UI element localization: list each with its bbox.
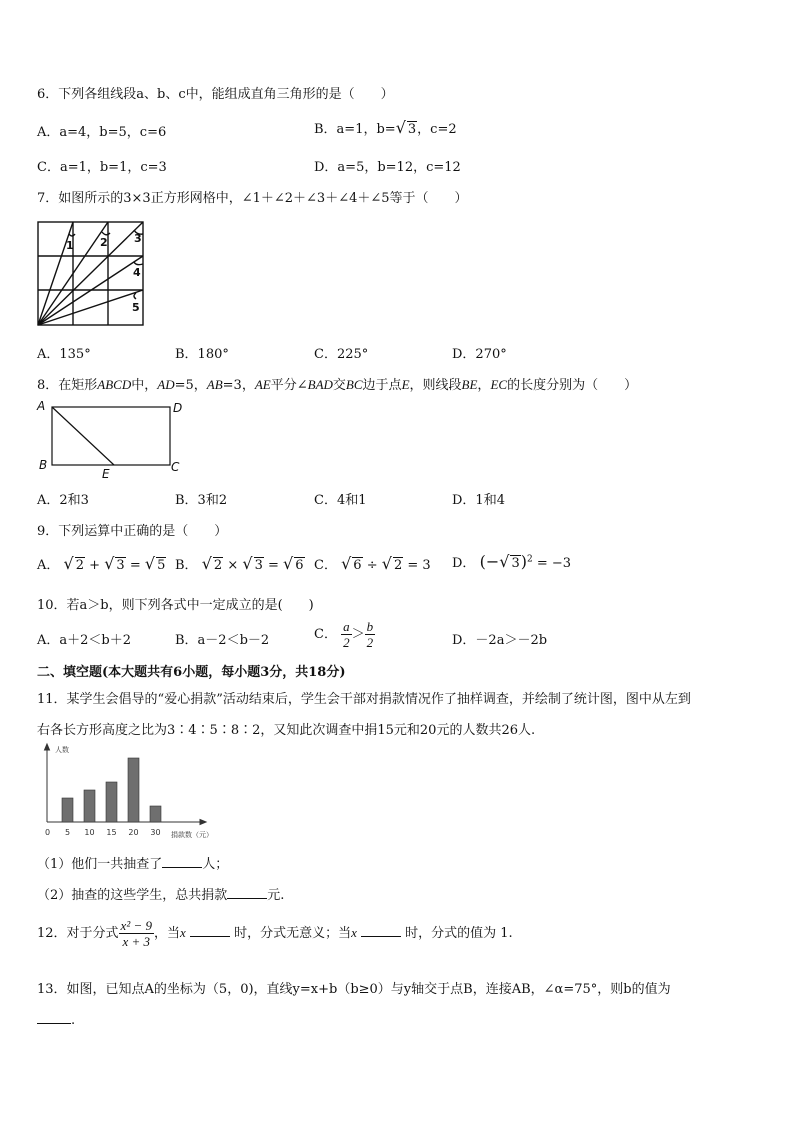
q11-sub2 — [37, 884, 284, 903]
q8-var: BE — [461, 377, 478, 392]
q6-option-b-pre: B．a=1，b= — [314, 122, 396, 137]
answer-blank-5[interactable] — [37, 1011, 71, 1024]
q11-sub1 — [37, 853, 228, 872]
x-tick-label-5: 5 — [64, 828, 71, 837]
q10-stem: 10．若a＞b，则下列各式中一定成立的是( ) — [37, 598, 314, 613]
q8-text: =3， — [222, 378, 255, 393]
x-tick-label-30: 30 — [150, 828, 161, 837]
operator: = — [268, 558, 279, 573]
q8-text: 8．在矩形 — [37, 378, 98, 393]
q8-text: 平分∠ — [270, 378, 308, 393]
radicand: 3 — [254, 558, 263, 573]
chart-xlabel: 捐款数（元） — [171, 831, 213, 839]
radical-sign: √ — [242, 554, 253, 573]
q8-option-b: B．3和2 — [175, 493, 228, 508]
chart-ylabel: 人数 — [55, 746, 69, 754]
numerator: a — [343, 619, 350, 634]
denominator: 2 — [366, 635, 374, 650]
bar-15 — [106, 782, 117, 822]
q8-option-d: D．1和4 — [452, 493, 505, 508]
radicand: 6 — [295, 558, 304, 573]
q8-var: BC — [345, 377, 363, 392]
q7-stem: 7．如图所示的3×3正方形网格中，∠1＋∠2＋∠3＋∠4＋∠5等于（ ） — [37, 191, 468, 206]
operator: ＞ — [351, 627, 365, 642]
q8-var: AD — [157, 377, 175, 392]
ray-3 — [38, 222, 143, 325]
q12-text: 时，分式的值为 1. — [405, 926, 513, 941]
x-tick-label-15: 15 — [106, 828, 117, 837]
x-axis-arrow-icon — [200, 820, 206, 825]
fraction-b-over-2 — [365, 619, 376, 650]
point-label-a: A — [37, 399, 46, 413]
option-label: D． — [452, 556, 476, 571]
rectangle-abcd — [52, 407, 170, 465]
q12-line — [37, 918, 513, 949]
q6-option-b-post: ，c=2 — [417, 122, 457, 137]
q12-text: ，当 — [154, 926, 181, 941]
q7-option-a: A．135° — [37, 347, 91, 362]
radicand: 2 — [75, 558, 85, 573]
q12-var: x — [351, 925, 357, 940]
x-tick-label-20: 20 — [128, 828, 139, 837]
q8-var: AE — [254, 377, 271, 392]
q8-text: 的长度分别为（ ） — [507, 378, 638, 393]
donation-bar-chart — [36, 742, 236, 842]
q10-option-c — [314, 619, 375, 650]
chart-origin-label: 0 — [45, 828, 51, 837]
point-label-d: D — [173, 401, 183, 415]
answer-blank-4[interactable] — [361, 924, 401, 937]
q11-sub1-suffix: 人； — [202, 857, 229, 872]
ray-5 — [38, 290, 143, 325]
operator: + — [89, 558, 101, 573]
q8-option-c: C．4和1 — [314, 493, 367, 508]
q8-var: ABCD — [97, 377, 132, 392]
angle-arc-1 — [69, 234, 75, 236]
operator: = — [129, 558, 141, 573]
radicand: 5 — [157, 558, 166, 573]
radical-sign: √ — [499, 552, 510, 571]
q12-var: x — [180, 925, 186, 940]
q6-stem: 6．下列各组线段a、b、c中，能组成直角三角形的是（ ） — [37, 87, 394, 102]
point-label-e: E — [102, 467, 110, 481]
point-label-b: B — [39, 458, 48, 472]
radical-sign: √ — [341, 554, 352, 573]
radical-sign: √ — [104, 554, 115, 573]
radical-sign: √ — [283, 554, 294, 573]
paren-open: (− — [479, 552, 500, 571]
segment-ae — [52, 407, 114, 465]
q8-text: ， — [477, 378, 491, 393]
radicand: 3 — [511, 556, 520, 571]
angle-label-3: 3 — [134, 232, 142, 245]
radical-sign: √ — [395, 118, 406, 137]
q13-line1: 13．如图，已知点A的坐标为（5，0)，直线y=x+b（b≥0）与y轴交于点B，连接AB，∠α=75°，则b的值为 — [37, 982, 671, 997]
denominator: x + 3 — [122, 934, 151, 949]
radical-sign: √ — [63, 554, 74, 573]
q11-sub1-text: （1）他们一共抽查了 — [37, 857, 163, 872]
radicand: 2 — [393, 558, 403, 573]
q6-option-b-radicand: 3 — [407, 122, 417, 137]
x-tick-label-10: 10 — [84, 828, 95, 837]
angle-arc-2 — [102, 232, 110, 235]
point-label-c: C — [171, 460, 180, 474]
angle-arc-5 — [134, 293, 136, 299]
q13-line2 — [37, 1011, 75, 1028]
paren-close: ) — [520, 552, 527, 571]
q8-var: AB — [206, 377, 223, 392]
q8-var: E — [401, 377, 410, 392]
q8-text: 边于点 — [362, 378, 402, 393]
q6-option-b — [314, 118, 457, 137]
angle-label-1: 1 — [66, 239, 74, 252]
q9-stem: 9．下列运算中正确的是（ ） — [37, 524, 228, 539]
numerator: x² − 9 — [120, 918, 152, 933]
operator: × — [227, 558, 239, 573]
q8-text: ，则线段 — [409, 378, 462, 393]
q8-text: 交 — [332, 378, 346, 393]
fraction-a-over-2 — [341, 619, 352, 650]
radical-sign: √ — [381, 554, 392, 573]
operator: = 3 — [407, 558, 431, 573]
answer-blank-1[interactable] — [162, 855, 202, 868]
bar-10 — [84, 790, 95, 822]
operator: ÷ — [366, 558, 378, 573]
q10-option-a: A．a＋2＜b＋2 — [37, 633, 132, 648]
option-label: C． — [314, 558, 337, 573]
radical-sign: √ — [201, 554, 212, 573]
q9-option-d — [452, 552, 571, 571]
q7-option-c: C．225° — [314, 347, 369, 362]
q10-option-b: B．a－2＜b－2 — [175, 633, 270, 648]
q9-option-a — [37, 554, 166, 573]
angle-arc-4 — [134, 262, 143, 265]
q6-option-d: D．a=5，b=12，c=12 — [314, 160, 461, 175]
operator: = −3 — [536, 556, 572, 571]
q11-sub2-suffix: 元. — [267, 888, 285, 903]
q8-text: =5， — [174, 378, 207, 393]
section-title-fill-in: 二、填空题(本大题共有6小题，每小题3分，共18分) — [37, 665, 346, 680]
q10-option-d: D．－2a＞－2b — [452, 633, 548, 648]
numerator: b — [366, 619, 374, 634]
q8-var: EC — [490, 377, 508, 392]
q8-text: 中， — [131, 378, 158, 393]
q11-line2: 右各长方形高度之比为3∶4∶5∶8∶2，又知此次调查中捐15元和20元的人数共26人. — [37, 723, 536, 738]
answer-blank-2[interactable] — [227, 886, 267, 899]
angle-label-4: 4 — [133, 266, 141, 279]
radicand: 6 — [353, 558, 362, 573]
q7-option-d: D．270° — [452, 347, 507, 362]
q8-stem — [37, 374, 637, 393]
bar-20 — [128, 758, 139, 822]
answer-blank-3[interactable] — [190, 924, 230, 937]
q12-text: 12．对于分式 — [37, 926, 119, 941]
angle-label-5: 5 — [132, 301, 140, 314]
fraction-x2-9-over-x-3 — [119, 918, 154, 949]
option-label: C． — [314, 627, 337, 642]
radicand: 3 — [116, 558, 125, 573]
q8-var: BAD — [307, 377, 333, 392]
bar-30 — [150, 806, 161, 822]
q7-grid-figure — [36, 220, 148, 328]
q9-option-b — [175, 554, 305, 573]
radicand: 2 — [213, 558, 223, 573]
q8-option-a: A．2和3 — [37, 493, 89, 508]
q12-text: 时，分式无意义；当 — [234, 926, 352, 941]
q7-option-b: B．180° — [175, 347, 229, 362]
option-label: B． — [175, 558, 198, 573]
q6-option-c: C．a=1，b=1，c=3 — [37, 160, 167, 175]
radical-sign: √ — [144, 554, 156, 573]
q11-line1: 11．某学生会倡导的“爱心捐款”活动结束后，学生会干部对捐款情况作了抽样调查，并绘制了统计图，图中从左到 — [37, 692, 691, 707]
ray-1 — [38, 222, 73, 325]
bar-5 — [62, 798, 73, 822]
denominator: 2 — [343, 635, 350, 650]
q6-option-a: A．a=4，b=5，c=6 — [37, 125, 167, 140]
option-label: A． — [37, 558, 60, 573]
y-axis-arrow-icon — [45, 744, 50, 750]
q11-sub2-text: （2）抽查的这些学生，总共捐款 — [37, 888, 228, 903]
q13-line2-suffix: . — [71, 1013, 76, 1028]
q8-rectangle-figure — [34, 396, 194, 482]
angle-label-2: 2 — [100, 236, 108, 249]
q9-option-c — [314, 554, 431, 573]
exponent: 2 — [526, 554, 533, 565]
